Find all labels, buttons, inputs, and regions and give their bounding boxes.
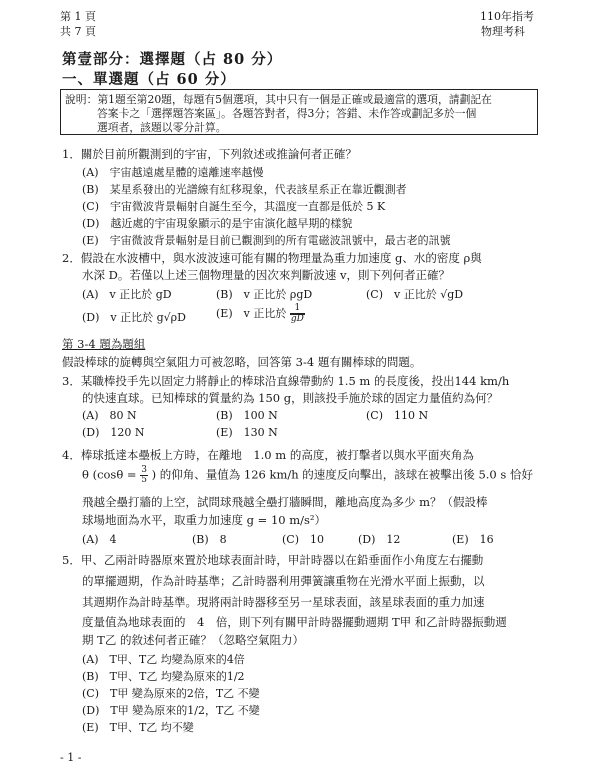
q2-option-e-numerator: 1 xyxy=(290,304,305,314)
q3-option-d[interactable]: (D) 120 N xyxy=(82,426,145,439)
q5-option-d[interactable]: (D) T甲 變為原來的1/2，T乙 不變 xyxy=(82,704,260,717)
q2-stem-line-2: 水深 D。若僅以上述三個物理量的因次來判斷波速 v，則下列何者正確？ xyxy=(82,268,451,282)
q2-option-d[interactable]: (D) v 正比於 g√ρD xyxy=(82,311,186,324)
group-intro: 假設棒球的旋轉與空氣阻力可被忽略，回答第 3-4 題有關棒球的問題。 xyxy=(62,355,422,369)
exam-year: 110年指考 xyxy=(480,10,534,23)
q2-option-c[interactable]: (C) v 正比於 √gD xyxy=(366,288,464,301)
instructions-box xyxy=(60,89,538,135)
q5-stem-line-5: 期 T乙 的敘述何者正確？（忽略空氣阻力） xyxy=(82,633,304,647)
q5-stem-line-4: 度量值為地球表面的 4 倍，則下列有關甲計時器擺動週期 T甲 和乙計時器振動週 xyxy=(82,615,507,629)
q3-option-b[interactable]: (B) 100 N xyxy=(216,409,278,422)
group-label: 第 3-4 題為題組 xyxy=(62,337,146,351)
q2-option-e-prefix: (E) v 正比於 xyxy=(216,307,287,320)
q3-stem-line-1: 3．某職棒投手先以固定力將靜止的棒球沿直線帶動約 1.5 m 的長度後，投出144 km/h xyxy=(62,374,510,388)
subject: 物理考科 xyxy=(481,25,525,38)
q5-option-c[interactable]: (C) T甲 變為原來的2倍，T乙 不變 xyxy=(82,687,260,700)
q5-option-e[interactable]: (E) T甲、T乙 均不變 xyxy=(82,721,194,734)
instructions-line-2: 答案卡之「選擇題答案區」。各題答對者，得3分；答錯、未作答或劃記多於一個 xyxy=(97,107,477,120)
q3-stem-line-2: 的快速直球。已知棒球的質量約為 150 g，則該投手施於球的固定力量值約為何？ xyxy=(82,391,499,405)
q4-option-c[interactable]: (C) 10 xyxy=(282,533,324,546)
q4-stem-line-2 xyxy=(82,466,533,485)
q2-option-e-denominator: gD xyxy=(290,314,304,324)
section-title: 一、單選題（占 60 分） xyxy=(62,71,236,88)
q2-option-e-fraction xyxy=(290,304,305,324)
q1-option-c[interactable]: (C) 宇宙微波背景輻射自誕生至今，其溫度一直都是低於 5 K xyxy=(82,200,386,213)
q1-option-e[interactable]: (E) 宇宙微波背景輻射是目前已觀測到的所有電磁波訊號中，最古老的訊號 xyxy=(82,234,451,247)
page-footer-mark: - 1 - xyxy=(60,751,82,764)
q4-option-d[interactable]: (D) 12 xyxy=(358,533,401,546)
q2-option-b[interactable]: (B) v 正比於 ρgD xyxy=(216,288,313,301)
q3-option-e[interactable]: (E) 130 N xyxy=(216,426,278,439)
page-number: 第 1 頁 xyxy=(60,10,96,23)
page-total: 共 7 頁 xyxy=(60,25,96,38)
q4-fraction-numerator: 3 xyxy=(141,465,147,475)
q4-stem-line-3: 飛越全壘打牆的上空，試問球飛越全壘打牆瞬間，離地高度為多少 m？（假設棒 xyxy=(82,495,488,509)
q2-option-e[interactable] xyxy=(216,304,305,324)
q3-option-a[interactable]: (A) 80 N xyxy=(82,409,137,422)
q4-stem-line-1: 4．棒球抵達本壘板上方時，在離地 1.0 m 的高度，被打擊者以與水平面夾角為 xyxy=(62,448,474,462)
q5-stem-line-3: 其週期作為計時基準。現將兩計時器移至另一星球表面，該星球表面的重力加速 xyxy=(82,595,485,609)
q5-option-b[interactable]: (B) T甲、T乙 均變為原來的1/2 xyxy=(82,670,245,683)
q4-option-e[interactable]: (E) 16 xyxy=(452,533,494,546)
q5-stem-line-1: 5．甲、乙兩計時器原來置於地球表面計時，甲計時器以在鉛垂面作小角度左右擺動 xyxy=(62,553,484,567)
q1-option-a[interactable]: (A) 宇宙越遠處星體的遠離速率越慢 xyxy=(82,166,264,179)
q3-option-c[interactable]: (C) 110 N xyxy=(366,409,429,422)
instructions-line-3: 選項者，該題以零分計算。 xyxy=(97,121,227,134)
instructions-line-1: 說明：第1題至第20題，每題有5個選項，其中只有一個是正確或最適當的選項，請劃記在 xyxy=(65,93,492,106)
part-title: 第壹部分：選擇題（占 80 分） xyxy=(62,51,283,68)
q4-stem-prefix: θ (cosθ = xyxy=(82,467,137,482)
q4-cos-fraction xyxy=(140,466,148,485)
q5-stem-line-2: 的單擺週期，作為計時基準；乙計時器利用彈簧讓重物在光滑水平面上振動，以 xyxy=(82,574,485,588)
q4-stem-suffix: ) 的仰角、量值為 126 km/h 的速度反向擊出，該球在被擊出後 5.0 s 恰好 xyxy=(151,467,533,482)
q4-fraction-denominator: 5 xyxy=(141,475,147,485)
q2-option-a[interactable]: (A) v 正比於 gD xyxy=(82,288,172,301)
q4-option-b[interactable]: (B) 8 xyxy=(192,533,227,546)
q4-stem-line-4: 球場地面為水平，取重力加速度 g = 10 m/s²） xyxy=(82,513,327,527)
q4-option-a[interactable]: (A) 4 xyxy=(82,533,117,546)
q1-stem: 1．關於目前所觀測到的宇宙，下列敘述或推論何者正確？ xyxy=(62,147,357,161)
q5-option-a[interactable]: (A) T甲、T乙 均變為原來的4倍 xyxy=(82,653,245,666)
q1-option-b[interactable]: (B) 某星系發出的光譜線有紅移現象，代表該星系正在靠近觀測者 xyxy=(82,183,407,196)
q2-stem-line-1: 2．假設在水波槽中，與水波波速可能有關的物理量為重力加速度 g、水的密度 ρ與 xyxy=(62,251,482,265)
q1-option-d[interactable]: (D) 越近處的宇宙現象顯示的是宇宙演化越早期的樣貌 xyxy=(82,217,353,230)
